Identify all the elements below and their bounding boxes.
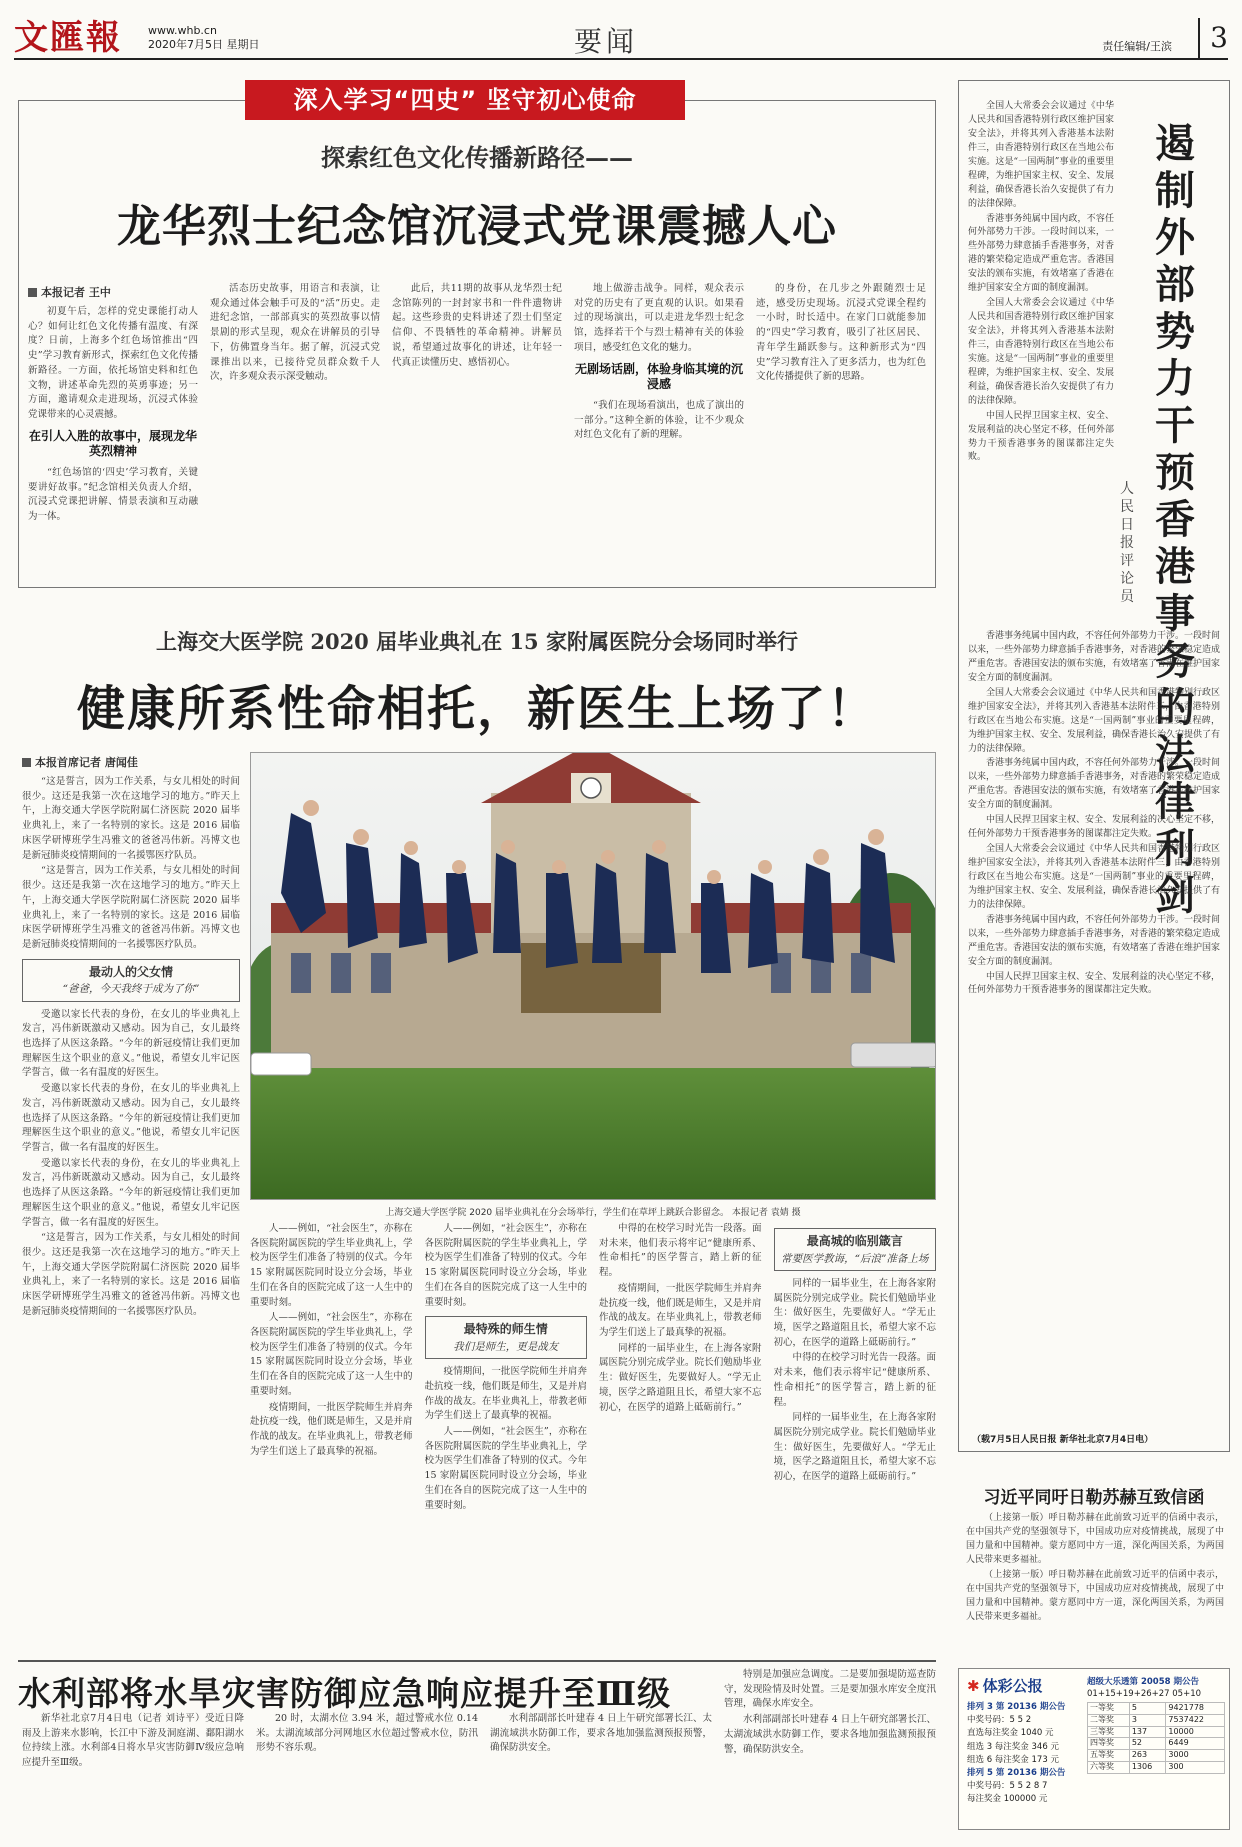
lottery-title: ✱ 体彩公报 [967,1675,1043,1696]
table-row: 四等奖 52 6449 [1088,1738,1225,1750]
table-row: 六等奖 1306 300 [1088,1761,1225,1773]
story2-box3: 最高城的临别箴言 常要医学教诲，“后浪”准备上场 [774,1228,937,1271]
site-url[interactable]: www.whb.cn [148,24,217,37]
story3-headline[interactable]: 水利部将水旱灾害防御应急响应提升至Ⅲ级 [18,1674,672,1713]
masthead [14,18,1228,60]
story1-subhead1: 在引人入胜的故事中，展现龙华英烈精神 [28,428,197,459]
photo-illustration [251,753,936,1200]
story2-box1: 最动人的父女情 “爸爸，今天我终于成为了你” [22,959,240,1002]
commentary-top-text: 全国人大常委会会议通过《中华人民共和国香港特别行政区维护国家安全法》，并将其列入香港基本法附件三，由香港特别行政区在当地公布实施。这是“一国两制”事业的重要里程碑，为维护国家主权、安全、发展利益，确保香港长治久安提供了有力的法律保障。 香港事务纯属中国内政，不容任何外部势力干涉。一段时间以来，一些外部势力肆意插手香港事务，对香港的繁荣稳定造成严重危害。香港国安法的颁布实施，有效堵塞了香港在维护国家安全方面的制度漏洞。 全国人大常委会会议通过《中华人民共和国香港特别行政区维护国家安全法》，并将其列入香港基本法附件三，由香港特别行政区在当地公布实施。这是“一国两制”事业的重要里程碑，为维护国家主权、安全、发展利益，确保香港长治久安提供了有力的法律保障。 中国人民捍卫国家主权、安全、发展利益的决心坚定不移，任何外部势力干预香港事务的图谋都注定失败。 [968,101,1114,463]
story1-byline: 本报记者 王中 [28,282,198,305]
divider [18,1660,936,1662]
story1-col3: 此后，共11期的故事从龙华烈士纪念馆陈列的一封封家书和一件件遗物讲起。这些珍贵的史料讲述了烈士们坚定信仰、不畏牺牲的革命精神。讲解员说，希望通过故事化的讲述，让年轻一代真正读懂历史、感悟初心。 [392,283,562,368]
story2-kicker: 上海交大医学院 2020 届毕业典礼在 15 家附属医院分会场同时举行 [156,629,798,654]
story1-body [28,282,926,582]
newspaper-logo: 文匯報 [14,18,122,58]
story1-kicker: 探索红色文化传播新路径—— [321,143,633,172]
story2-left-col: 本报首席记者 唐闻佳 “这是誓言，因为工作关系，与女儿相处的时间很少。这还是我第一次在这地学习的地方。”昨天上午，上海交通大学医学院附属仁济医院 2020 届毕业典礼上，来了一名特别的家长。这是 2016 届临床医学研博班学生冯雅文的爸爸冯伟新。冯博文也是新冠肺炎疫情期间的一名援鄂医疗队员。 “这是誓言，因为工作关系，与女儿相处的时间很少。这还是我第一次在这地学习的地方。”昨天上午，上海交通大学医学院附属仁济医院 2020 届毕业典礼上，来了一名特别的家长。这是 2016 届临床医学研博班学生冯雅文的爸爸冯伟新。冯博文也是新冠肺炎疫情期间的一名援鄂医疗队员。 最动人的父女情 “爸爸，今天我终于成为了你” 受邀以家长代表的身份，在女儿的毕业典礼上发言，冯伟新既激动又感动。因为自己，女儿最终也选择了从医这条路。“今年的新冠疫情让我们更加理解医生这个职业的意义。”他说，希望女儿牢记医学誓言，做一名有温度的好医生。 受邀以家长代表的身份，在女儿的毕业典礼上发言，冯伟新既激动又感动。因为自己，女儿最终也选择了从医这条路。“今年的新冠疫情让我们更加理解医生这个职业的意义。”他说，希望女儿牢记医学誓言，做一名有温度的好医生。 受邀以家长代表的身份，在女儿的毕业典礼上发言，冯伟新既激动又感动。因为自己，女儿最终也选择了从医这条路。“今年的新冠疫情让我们更加理解医生这个职业的意义。”他说，希望女儿牢记医学誓言，做一名有温度的好医生。 “这是誓言，因为工作关系，与女儿相处的时间很少。这还是我第一次在这地学习的地方。”昨天上午，上海交通大学医学院附属仁济医院 2020 届毕业典礼上，来了一名特别的家长。这是 2016 届临床医学研博班学生冯雅文的爸爸冯伟新。冯博文也是新冠肺炎疫情期间的一名援鄂医疗队员。 [22,752,240,1652]
editor-credit: 责任编辑/王滨 [1102,40,1172,53]
table-row: 三等奖 137 10000 [1088,1726,1225,1738]
lottery-bulletin [958,1668,1230,1830]
story3-body-right: 特别是加强应急调度。二是要加强堤防巡查防守，发现险情及时处置。三是要加强水库安全度汛管理，确保水库安全。 水利部副部长叶建春 4 日上午研究部署长江、太湖流域洪水防御工作，要求各地加强监测预报预警，确保防洪安全。 [724,1669,936,1755]
commentary-headline[interactable]: 遏制外部势力干预香港事务的法律利剑 [1155,120,1195,919]
story1-subhead2: 无剧场话剧，体验身临其境的沉浸感 [574,361,743,392]
story2-byline: 本报首席记者 唐闻佳 [22,752,240,775]
story1-col5: 的身份，在几步之外跟随烈士足迹，感受历史现场。沉浸式党课全程约一小时，时长适中。在家门口就能参加的“四史”学习教育，吸引了社区居民、青年学生踊跃参与。这种新形式为“四史”学习教育注入了更多活力，也为红色文化传播提供了新的思路。 [756,283,926,383]
masthead-info [148,24,260,52]
prize-table [1087,1702,1225,1774]
story2-box2: 最特殊的师生情 我们是师生，更是战友 [425,1316,588,1359]
commentary-source-note: （载7月5日人民日报 新华社北京7月4日电） [972,1435,1154,1445]
story2-lower-cols: 人——例如，“社会医生”，亦称在各医院附属医院的学生毕业典礼上，学校为医学生们准备了特别的仪式。今年 15 家附属医院同时设立分会场，毕业生们在各自的医院完成了这一人生中的重要时刻。 人——例如，“社会医生”，亦称在各医院附属医院的学生毕业典礼上，学校为医学生们准备了特别的仪式。今年 15 家附属医院同时设立分会场，毕业生们在各自的医院完成了这一人生中的重要时刻。 疫情期间，一批医学院师生并肩奔赴抗疫一线，他们既是师生，又是并肩作战的战友。在毕业典礼上，带教老师为学生们送上了最真挚的祝福。 人——例如，“社会医生”，亦称在各医院附属医院的学生毕业典礼上，学校为医学生们准备了特别的仪式。今年 15 家附属医院同时设立分会场，毕业生们在各自的医院完成了这一人生中的重要时刻。 最特殊的师生情 我们是师生，更是战友 疫情期间，一批医学院师生并肩奔赴抗疫一线，他们既是师生，又是并肩作战的战友。在毕业典礼上，带教老师为学生们送上了最真挚的祝福。 人——例如，“社会医生”，亦称在各医院附属医院的学生毕业典礼上，学校为医学生们准备了特别的仪式。今年 15 家附属医院同时设立分会场，毕业生们在各自的医院完成了这一人生中的重要时刻。 中得的在校学习时光告一段落。面对未来，他们表示将牢记“健康所系、性命相托”的医学誓言，踏上新的征程。 疫情期间，一批医学院师生并肩奔赴抗疫一线，他们既是师生，又是并肩作战的战友。在毕业典礼上，带教老师为学生们送上了最真挚的祝福。 同样的一届毕业生，在上海各家附属医院分别完成学业。院长们勉励毕业生：做好医生，先要做好人。“学无止境，医学之路道阻且长，希望大家不忘初心，在医学的道路上砥砺前行。” 最高城的临别箴言 常要医学教诲，“后浪”准备上场 同样的一届毕业生，在上海各家附属医院分别完成学业。院长们勉励毕业生：做好医生，先要做好人。“学无止境，医学之路道阻且长，希望大家不忘初心，在医学的道路上砥砺前行。” 中得的在校学习时光告一段落。面对未来，他们表示将牢记“健康所系、性命相托”的医学誓言，踏上新的征程。 同样的一届毕业生，在上海各家附属医院分别完成学业。院长们勉励毕业生：做好医生，先要做好人。“学无止境，医学之路道阻且长，希望大家不忘初心，在医学的道路上砥砺前行。” [250,1223,936,1511]
table-row: 一等奖 5 9421778 [1088,1703,1225,1715]
issue-date: 2020年7月5日 星期日 [148,38,260,51]
page-number: 3 [1198,18,1228,58]
column-banner: 深入学习“四史” 坚守初心使命 [245,80,685,120]
story1-col1: 本报记者 王中 初夏午后，怎样的党史课能打动人心？如何让红色文化传播有温度、有深度？日前，上海多个红色场馆推出“四史”学习教育新形式，探索红色文化传播新路径。一方面，依托场馆史料和红色文物，讲述革命先烈的英勇事迹；另一方面，邀请观众走进现场，沉浸式体验党课带来的心灵震撼。 在引人入胜的故事中，展现龙华英烈精神 “红色场馆的‘四史’学习教育，关键要讲好故事。”纪念馆相关负责人介绍，沉浸式党课把讲解、情景表演和互动融为一体。 [28,282,198,582]
table-row: 五等奖 263 3000 [1088,1750,1225,1762]
table-row: 二等奖 3 7537422 [1088,1714,1225,1726]
story1-col2: 活态历史故事，用语言和表演，让观众通过体会触手可及的“活”历史。走进纪念馆，一部部真实的英烈故事以情景剧的形式呈现，观众在讲解员的引导下，仿佛置身当年。据了解，沉浸式党课推出以来，已接待党员群众数千人次，许多观众表示深受触动。 [210,283,380,383]
lottery-numbers: 01+15+19+26+27 05+10 [1087,1689,1202,1699]
story1-headline[interactable]: 龙华烈士纪念馆沉浸式党课震撼人心 [117,201,837,252]
xinhua-body: （上接第一版）呼日勒苏赫在此前致习近平的信函中表示，在中国共产党的坚强领导下，中国成功应对疫情挑战，展现了中国力量和中国精神。蒙方愿同中方一道，深化两国关系，为两国人民带来更多福祉。 （上接第一版）呼日勒苏赫在此前致习近平的信函中表示，在中国共产党的坚强领导下，中国成功应对疫情挑战，展现了中国力量和中国精神。蒙方愿同中方一道，深化两国关系，为两国人民带来更多福祉。 [966,1513,1224,1622]
story1-col4: 地上做游击战争。同样，观众表示对党的历史有了更直观的认识。如果看过的现场演出，可以走进龙华烈士纪念馆，选择若干个与烈士精神有关的体验项目，感受红色文化的魅力。 无剧场话剧，体验身临其境的沉浸感 “我们在现场看演出，也成了演出的一部分。”这种全新的体验，让不少观众对红色文化有了新的理解。 [574,283,744,441]
graduation-photo[interactable] [250,752,936,1200]
lottery-left: 排列 3 第 20136 期公告 中奖号码：5 5 2 直选每注奖金 1040 元 组选 3 每注奖金 346 元 组选 6 每注奖金 173 元 排列 5 第 20136 期公告 中奖号码：5 5 2 8 7 每注奖金 100000 元 [967,1702,1066,1805]
commentary-credit: 人民日报评论员 [1120,481,1134,605]
section-title: 要闻 [574,25,639,58]
story3-body: 新华社北京7月4日电（记者 刘诗平）受近日降雨及上游来水影响，长江中下游及洞庭湖、鄱阳湖水位持续上涨。水利部4日将水旱灾害防御Ⅳ级应急响应提升至Ⅲ级。 20 时，太湖水位 3.94 米，超过警戒水位 0.14 米。太湖流域部分河网地区水位超过警戒水位，防汛形势不容乐观。 水利部副部长叶建春 4 日上午研究部署长江、太湖流域洪水防御工作，要求各地加强监测预报预警，确保防洪安全。 [22,1713,712,1769]
commentary-lower-text: 香港事务纯属中国内政，不容任何外部势力干涉。一段时间以来，一些外部势力肆意插手香港事务，对香港的繁荣稳定造成严重危害。香港国安法的颁布实施，有效堵塞了香港在维护国家安全方面的制度漏洞。 全国人大常委会会议通过《中华人民共和国香港特别行政区维护国家安全法》，并将其列入香港基本法附件三，由香港特别行政区在当地公布实施。这是“一国两制”事业的重要里程碑，为维护国家主权、安全、发展利益，确保香港长治久安提供了有力的法律保障。 香港事务纯属中国内政，不容任何外部势力干涉。一段时间以来，一些外部势力肆意插手香港事务，对香港的繁荣稳定造成严重危害。香港国安法的颁布实施，有效堵塞了香港在维护国家安全方面的制度漏洞。 中国人民捍卫国家主权、安全、发展利益的决心坚定不移，任何外部势力干预香港事务的图谋都注定失败。 全国人大常委会会议通过《中华人民共和国香港特别行政区维护国家安全法》，并将其列入香港基本法附件三，由香港特别行政区在当地公布实施。这是“一国两制”事业的重要里程碑，为维护国家主权、安全、发展利益，确保香港长治久安提供了有力的法律保障。 香港事务纯属中国内政，不容任何外部势力干涉。一段时间以来，一些外部势力肆意插手香港事务，对香港的繁荣稳定造成严重危害。香港国安法的颁布实施，有效堵塞了香港在维护国家安全方面的制度漏洞。 中国人民捍卫国家主权、安全、发展利益的决心坚定不移，任何外部势力干预香港事务的图谋都注定失败。 [968,631,1220,996]
xinhua-headline[interactable]: 习近平同吁日勒苏赫互致信函 [983,1488,1205,1508]
lottery-right: 超级大乐透第 20058 期公告 01+15+19+26+27 05+10 一等奖 5 9421778 二等奖 3 7537422 三等奖 137 10000 四等奖 52 6449 五等奖 263 3000 六等奖 1306 300 [1087,1675,1225,1774]
photo-caption: 上海交通大学医学院 2020 届毕业典礼在分会场举行，学生们在草坪上跳跃合影留念。 本报记者 袁婧 摄 [385,1208,801,1218]
story2-headline[interactable]: 健康所系性命相托，新医生上场了！ [76,681,877,737]
